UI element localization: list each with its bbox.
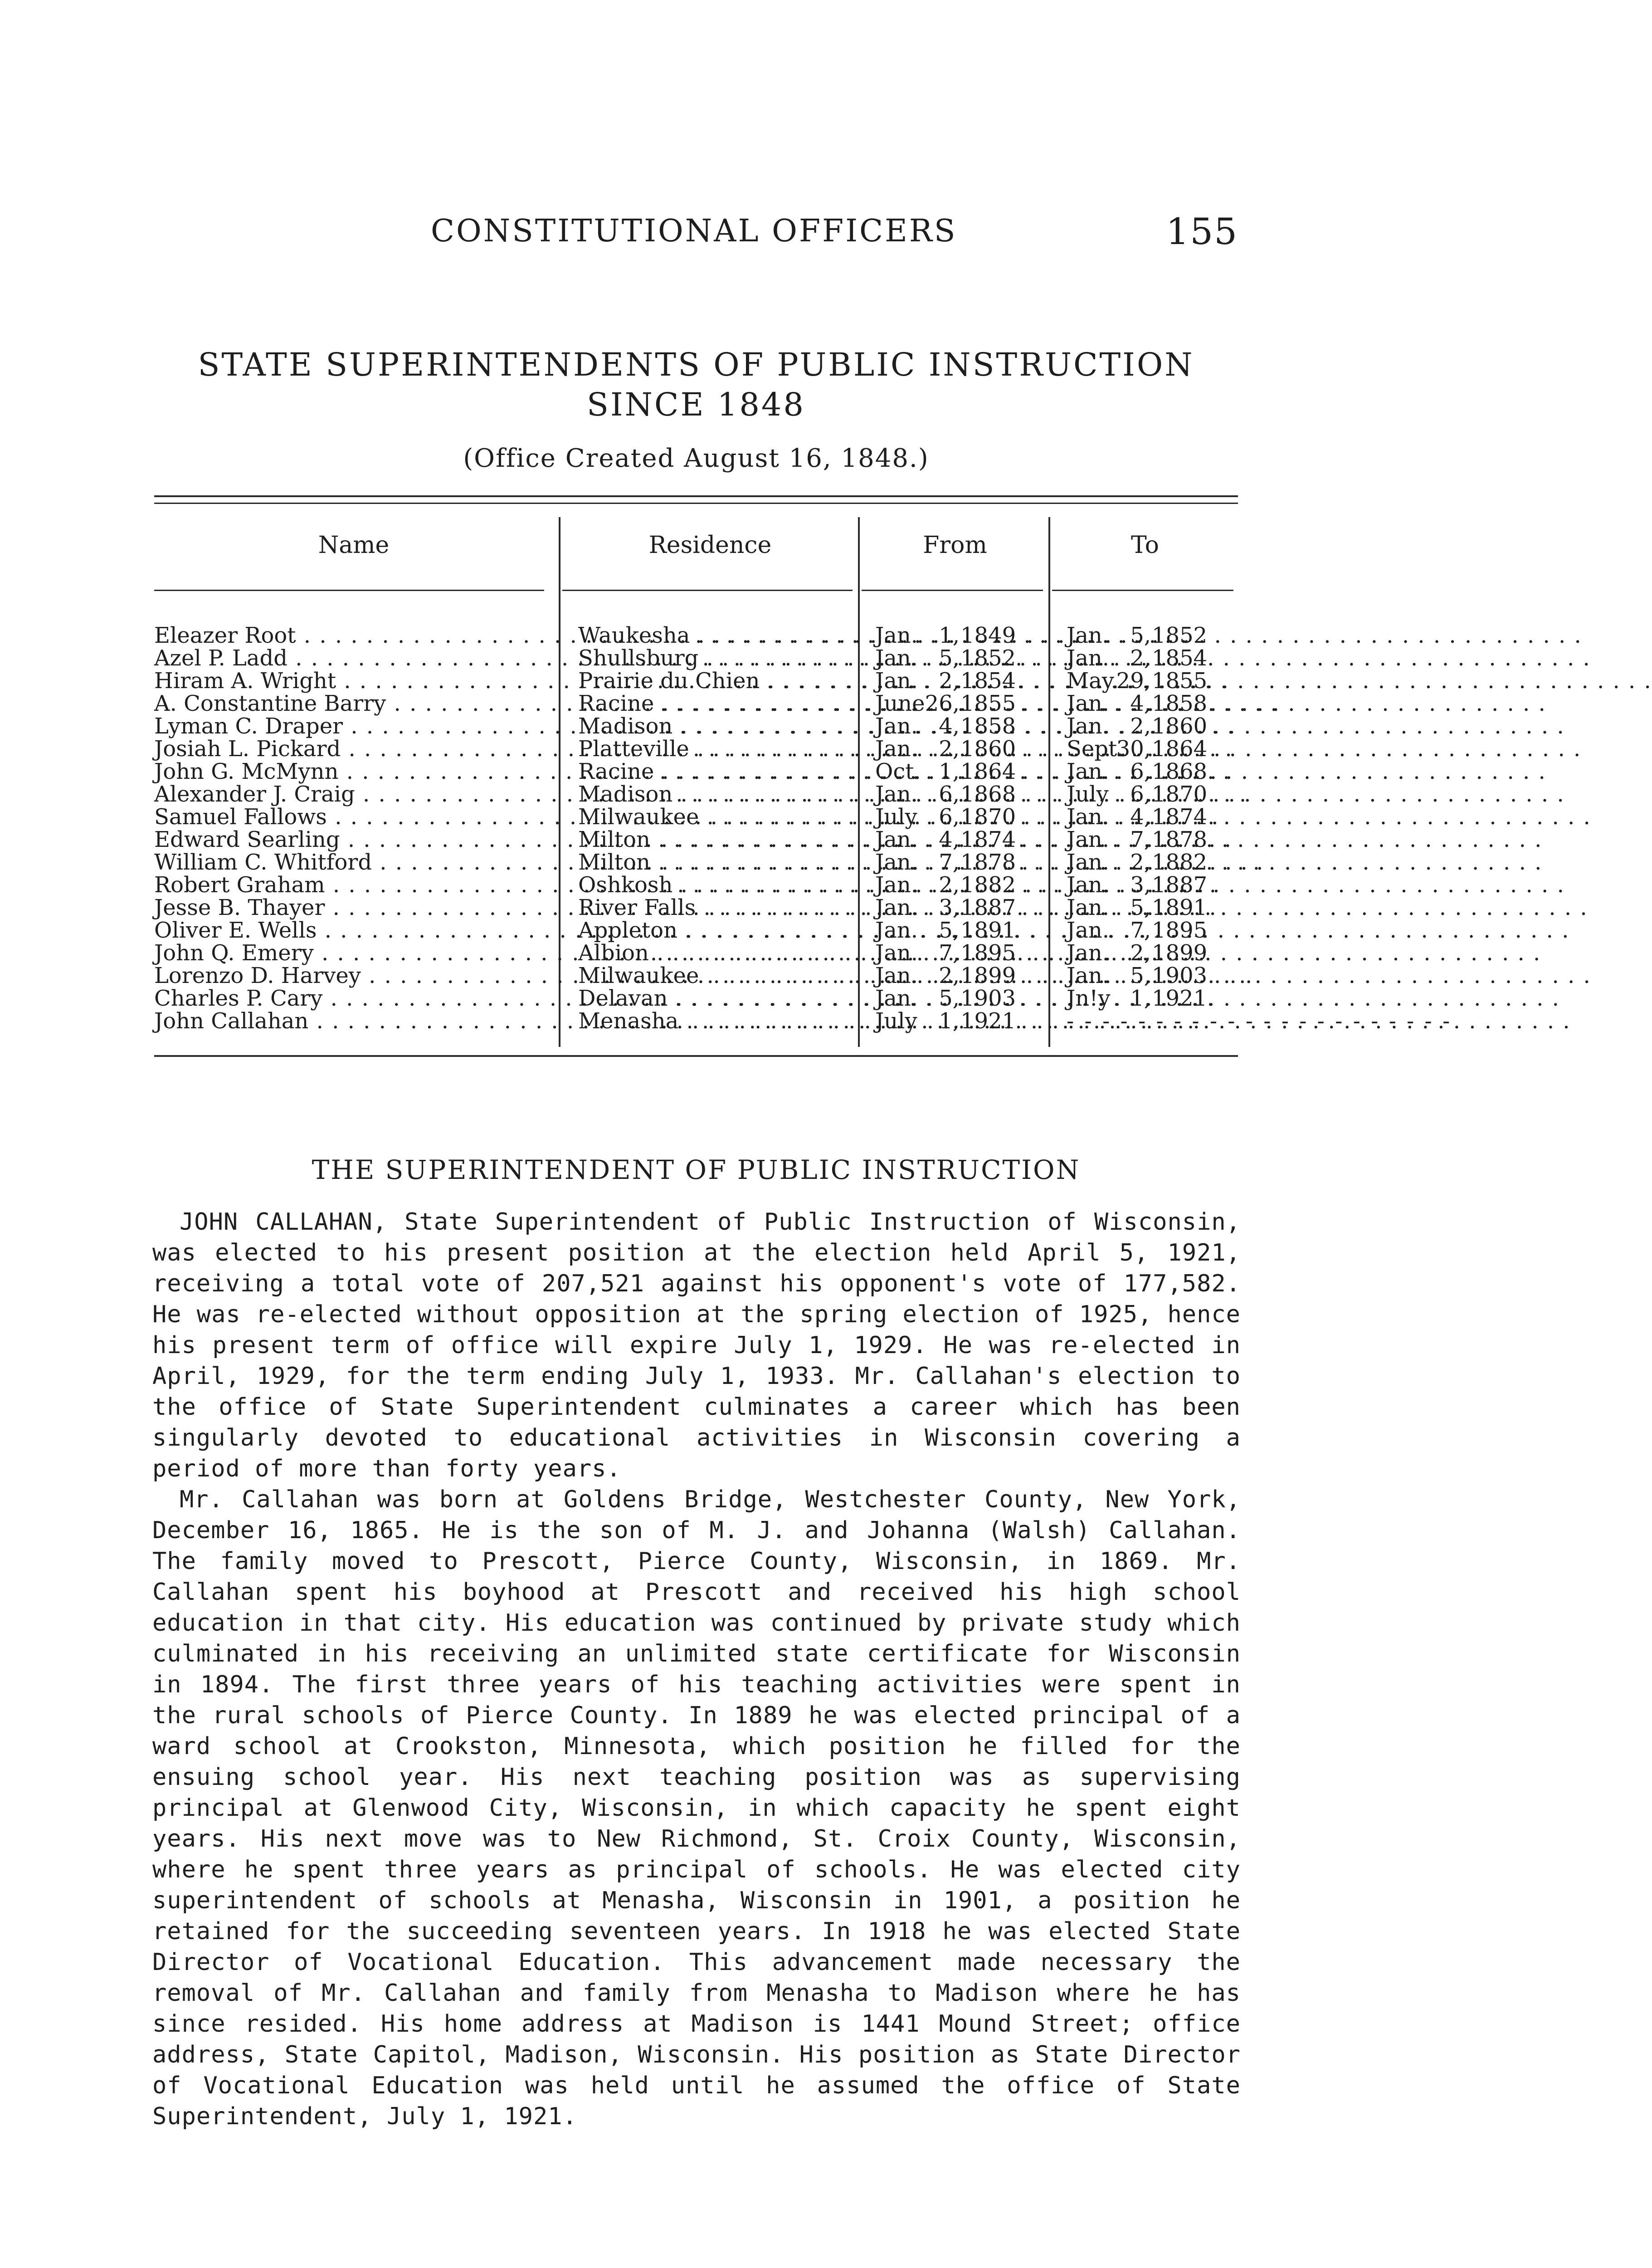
- from-day: 5,: [939, 986, 960, 1011]
- table-row: [154, 647, 1238, 670]
- from-month: Jan.: [875, 623, 918, 648]
- column-header-from: From: [923, 532, 987, 559]
- table-row: [154, 670, 1238, 692]
- to-year: 1854: [1152, 645, 1208, 671]
- from-year: 1878: [960, 850, 1016, 875]
- table-row: [154, 919, 1238, 942]
- name-cell: Edward Searling . . .: [154, 828, 544, 851]
- from-day: 7,: [939, 940, 960, 966]
- name-cell: Lorenzo D. Harvey . . .: [154, 964, 544, 987]
- to-month: Jan.: [1067, 963, 1110, 988]
- column-header-residence: Residence: [648, 532, 772, 559]
- from-day: 4,: [939, 714, 960, 739]
- table-row: [154, 828, 1238, 851]
- residence-cell: Shullsburg . . .: [578, 647, 850, 670]
- to-year: 1858: [1152, 691, 1208, 716]
- to-month: July: [1067, 782, 1109, 807]
- to-year: 1870: [1152, 782, 1208, 807]
- to-year: 1878: [1152, 827, 1208, 852]
- to-day: 2,: [1130, 645, 1151, 671]
- to-day: 4,: [1130, 804, 1151, 830]
- name-cell: Eleazer Root . . .: [154, 624, 544, 647]
- residence-cell: Appleton . . .: [578, 919, 850, 942]
- to-day: 5,: [1130, 623, 1151, 648]
- page-number: 155: [1166, 210, 1238, 253]
- from-year: 1874: [960, 827, 1016, 852]
- residence-cell: Milton . . .: [578, 828, 850, 851]
- section-title-line2: SINCE 1848: [587, 386, 805, 423]
- from-month: July: [875, 804, 917, 830]
- from-month: Jan.: [875, 850, 918, 875]
- to-year: 1903: [1152, 963, 1208, 988]
- header-underline-from: [862, 590, 1043, 591]
- residence-cell: River Falls . . .: [578, 896, 850, 919]
- from-year: 1858: [960, 714, 1016, 739]
- header-underline-name: [154, 590, 544, 591]
- from-day: 7,: [939, 850, 960, 875]
- from-month: Jan.: [875, 668, 918, 694]
- from-month: Jan.: [875, 940, 918, 966]
- from-month: Jan.: [875, 986, 918, 1011]
- to-month: Jan.: [1067, 918, 1110, 943]
- superintendents-table-body: [154, 623, 1452, 1034]
- to-day: 6,: [1130, 782, 1151, 807]
- residence-cell: Delavan . . .: [578, 987, 850, 1010]
- table-row: [154, 760, 1238, 783]
- to-day: 2,: [1130, 940, 1151, 966]
- to-year: 1855: [1152, 668, 1208, 694]
- from-day: 6,: [939, 804, 960, 830]
- table-row: [154, 806, 1238, 828]
- running-title: CONSTITUTIONAL OFFICERS: [431, 213, 957, 249]
- to-month: Sept.: [1067, 736, 1124, 762]
- residence-cell: Waukesha . . .: [578, 624, 850, 647]
- table-row: [154, 987, 1238, 1010]
- residence-cell: Milwaukee . . .: [578, 964, 850, 987]
- from-year: 1860: [960, 736, 1016, 762]
- to-day: 1,: [1130, 986, 1151, 1011]
- to-year: 1852: [1152, 623, 1208, 648]
- from-year: 1882: [960, 872, 1016, 898]
- to-month: Jan.: [1067, 940, 1110, 966]
- name-cell: Josiah L. Pickard . . .: [154, 738, 544, 760]
- to-month: Jan.: [1067, 645, 1110, 671]
- residence-cell: Prairie du Chien . . .: [578, 670, 850, 692]
- to-month: Jan.: [1067, 804, 1110, 830]
- to-year: 1882: [1152, 850, 1208, 875]
- table-row: [154, 783, 1238, 806]
- from-day: 5,: [939, 918, 960, 943]
- column-header-name: Name: [318, 532, 390, 559]
- header-underline-to: [1052, 590, 1233, 591]
- from-year: 1899: [960, 963, 1016, 988]
- name-cell: Lyman C. Draper . . .: [154, 715, 544, 738]
- from-month: Jan.: [875, 872, 918, 898]
- paragraph: JOHN CALLAHAN, State Superintendent of Public Instruction of Wisconsin, was elected to his present position at the election held April 5, 1921, receiving a total vote of 207,521 against his opponent's vote of 177,582. He was re-elected without opposition at the spring election of 1925, hence his present term of office will expire July 1, 1929. He was re-elected in April, 1929, for the term ending July 1, 1933. Mr. Callahan's election to the office of State Superintendent culminates a career which has been singularly devoted to educational activities in Wisconsin covering a period of more than forty years.: [152, 1208, 1241, 1482]
- article-body: [152, 1207, 1241, 2132]
- to-month: Jn!y: [1067, 986, 1111, 1011]
- to-month: May: [1067, 668, 1114, 694]
- from-year: 1870: [960, 804, 1016, 830]
- from-day: 2,: [939, 668, 960, 694]
- from-month: Jan.: [875, 714, 918, 739]
- from-year: 1887: [960, 895, 1016, 920]
- from-year: 1864: [960, 759, 1016, 784]
- to-day: 30,: [1116, 736, 1151, 762]
- from-year: 1921: [960, 1008, 1016, 1034]
- to-day: 3,: [1130, 872, 1151, 898]
- header-underline-residence: [562, 590, 853, 591]
- residence-cell: Milton . . .: [578, 851, 850, 874]
- table-row: [154, 964, 1238, 987]
- name-cell: Samuel Fallows . . .: [154, 806, 544, 828]
- paragraph: Mr. Callahan was born at Goldens Bridge, Westchester County, New York, December 16, 1865. He is the son of M. J. and Johanna (Walsh) Callahan. The family moved to Prescott, Pierce County, Wisconsin, in 1869. Mr. Callahan spent his boyhood at Prescott and received his high school education in that city. His education was continued by private study which culminated in his receiving an unlimited state certificate for Wisconsin in 1894. The first three years of his teaching activities were spent in the rural schools of Pierce County. In 1889 he was elected principal of a ward school at Crookston, Minnesota, which position he filled for the ensuing school year. His next teaching position was as supervising principal at Glenwood City, Wisconsin, in which capacity he spent eight years. His next move was to New Richmond, St. Croix County, Wisconsin, where he spent three years as principal of schools. He was elected city superintendent of schools at Menasha, Wisconsin in 1901, a position he retained for the succeeding seventeen years. In 1918 he was elected State Director of Vocational Education. This advancement made necessary the removal of Mr. Callahan and family from Menasha to Madison where he has since resided. His home address at Madison is 1441 Mound Street; office address, State Capitol, Madison, Wisconsin. His position as State Director of Vocational Education was held until he assumed the office of State Superintendent, July 1, 1921.: [152, 1486, 1241, 2130]
- from-month: July: [875, 1008, 917, 1034]
- table-row: [154, 1008, 1452, 1034]
- from-day: 5,: [939, 645, 960, 671]
- to-month: Jan.: [1067, 827, 1110, 852]
- from-month: Jan.: [875, 895, 918, 920]
- name-cell: John Callahan . . .: [154, 1010, 544, 1032]
- article-title: THE SUPERINTENDENT OF PUBLIC INSTRUCTION: [312, 1154, 1081, 1185]
- from-day: 2,: [939, 736, 960, 762]
- from-day: 2,: [939, 872, 960, 898]
- residence-cell: Albion . . .: [578, 942, 850, 964]
- section-title-line1: STATE SUPERINTENDENTS OF PUBLIC INSTRUCTION: [198, 346, 1194, 383]
- from-month: Jan.: [875, 963, 918, 988]
- table-row: [154, 874, 1238, 896]
- from-year: 1891: [960, 918, 1016, 943]
- table-row: [154, 715, 1238, 738]
- from-year: 1854: [960, 668, 1016, 694]
- to-day: 2,: [1130, 850, 1151, 875]
- to-year: 1864: [1152, 736, 1208, 762]
- name-cell: Hiram A. Wright . . .: [154, 670, 544, 692]
- residence-cell: Racine . . .: [578, 692, 850, 715]
- name-cell: A. Constantine Barry . . .: [154, 692, 544, 715]
- table-row: [154, 851, 1238, 874]
- from-year: 1895: [960, 940, 1016, 966]
- from-day: 1,: [939, 1008, 960, 1034]
- from-day: 1,: [939, 759, 960, 784]
- to-year: 1887: [1152, 872, 1208, 898]
- name-cell: William C. Whitford . . .: [154, 851, 544, 874]
- residence-cell: Madison . . .: [578, 783, 850, 806]
- table-top-rule-1: [154, 495, 1238, 497]
- section-subtitle: (Office Created August 16, 1848.): [463, 444, 929, 473]
- to-year: 1868: [1152, 759, 1208, 784]
- to-blank-dashes: - - - - - - - - - - - - - - - - - - - - - -: [1067, 1008, 1452, 1034]
- from-year: 1868: [960, 782, 1016, 807]
- table-row: [154, 942, 1238, 964]
- to-year: 1899: [1152, 940, 1208, 966]
- from-year: 1855: [960, 691, 1016, 716]
- from-day: 26,: [925, 691, 960, 716]
- from-day: 2,: [939, 963, 960, 988]
- from-month: Jan.: [875, 736, 918, 762]
- column-header-to: To: [1131, 532, 1159, 559]
- from-year: 1903: [960, 986, 1016, 1011]
- name-cell: John Q. Emery . . .: [154, 942, 544, 964]
- name-cell: Alexander J. Craig . . .: [154, 783, 544, 806]
- from-year: 1852: [960, 645, 1016, 671]
- to-day: 5,: [1130, 895, 1151, 920]
- from-day: 3,: [939, 895, 960, 920]
- to-year: 1874: [1152, 804, 1208, 830]
- table-row: [154, 624, 1238, 647]
- to-year: 1891: [1152, 895, 1208, 920]
- to-month: Jan.: [1067, 691, 1110, 716]
- from-day: 4,: [939, 827, 960, 852]
- from-month: Jan.: [875, 827, 918, 852]
- from-day: 1,: [939, 623, 960, 648]
- residence-cell: Oshkosh . . .: [578, 874, 850, 896]
- from-month: Jan.: [875, 918, 918, 943]
- to-month: Jan.: [1067, 895, 1110, 920]
- to-month: Jan.: [1067, 759, 1110, 784]
- to-year: 1860: [1152, 714, 1208, 739]
- from-year: 1849: [960, 623, 1016, 648]
- to-day: 4,: [1130, 691, 1151, 716]
- residence-cell: Madison . . .: [578, 715, 850, 738]
- name-cell: Azel P. Ladd . . .: [154, 647, 544, 670]
- to-day: 7,: [1130, 827, 1151, 852]
- to-year: 1921: [1152, 986, 1208, 1011]
- table-top-rule-2: [154, 503, 1238, 504]
- table-bottom-rule: [154, 1055, 1238, 1057]
- name-cell: Jesse B. Thayer . . .: [154, 896, 544, 919]
- from-month: Oct.: [875, 759, 921, 784]
- to-day: 5,: [1130, 963, 1151, 988]
- running-head: [154, 210, 1238, 254]
- to-month: Jan.: [1067, 623, 1110, 648]
- name-cell: Robert Graham . . .: [154, 874, 544, 896]
- to-day: 7,: [1130, 918, 1151, 943]
- table-row: [154, 896, 1238, 919]
- name-cell: John G. McMynn . . .: [154, 760, 544, 783]
- to-day: 6,: [1130, 759, 1151, 784]
- to-month: Jan.: [1067, 872, 1110, 898]
- residence-cell: Racine . . .: [578, 760, 850, 783]
- name-cell: Oliver E. Wells . . .: [154, 919, 544, 942]
- table-row: [154, 692, 1238, 715]
- name-cell: Charles P. Cary . . .: [154, 987, 544, 1010]
- to-month: Jan.: [1067, 850, 1110, 875]
- residence-cell: Milwaukee . . .: [578, 806, 850, 828]
- from-month: June: [875, 691, 925, 716]
- from-month: Jan.: [875, 782, 918, 807]
- residence-cell: Platteville . . .: [578, 738, 850, 760]
- to-year: 1895: [1152, 918, 1208, 943]
- to-day: 2,: [1130, 714, 1151, 739]
- to-day: 29,: [1116, 668, 1151, 694]
- from-month: Jan.: [875, 645, 918, 671]
- table-row: [154, 738, 1238, 760]
- residence-cell: Menasha . . .: [578, 1010, 850, 1032]
- from-day: 6,: [939, 782, 960, 807]
- to-month: Jan.: [1067, 714, 1110, 739]
